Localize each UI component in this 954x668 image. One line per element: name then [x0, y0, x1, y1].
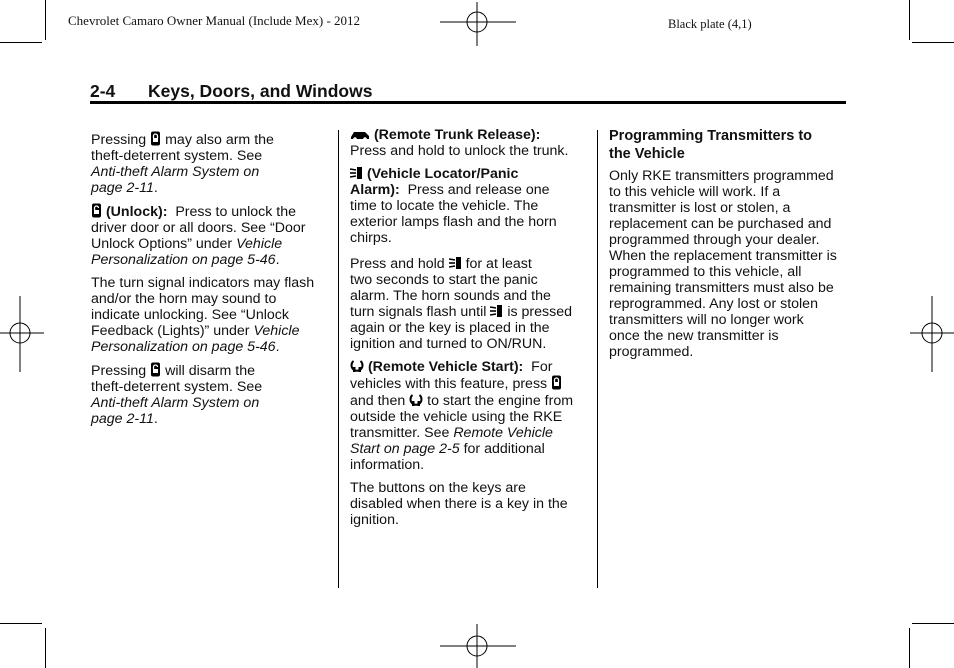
column-3 [609, 127, 849, 360]
running-header: Chevrolet Camaro Owner Manual (Include Mex) - 2012 [68, 13, 361, 28]
text: Press and release one [407, 182, 550, 198]
button-label: (Vehicle Locator/Panic [366, 166, 519, 182]
text-line: programmed to this vehicle, all [609, 264, 802, 280]
crop-mark [45, 628, 46, 668]
cross-reference[interactable]: page 2-11 [91, 411, 154, 427]
registration-mark-icon [0, 296, 44, 372]
lock-icon [551, 375, 562, 390]
text: . [153, 180, 158, 196]
text: may also arm the [165, 132, 274, 148]
text: The buttons on the keys are [350, 480, 526, 496]
paragraph [350, 480, 590, 528]
text: transmitter. See [350, 425, 450, 441]
text-line: reprogrammed. Any lost or stolen [609, 296, 818, 312]
heading-line: Programming Transmitters to [609, 128, 813, 144]
paragraph [91, 362, 331, 427]
text: Unlock Options” under [91, 236, 233, 252]
text: Press to unlock the [175, 204, 296, 220]
panic-icon [490, 304, 503, 318]
text: chirps. [350, 230, 392, 246]
panic-icon [350, 166, 363, 180]
text-line: transmitter is lost or stolen, a [609, 200, 791, 216]
section-title [90, 81, 372, 102]
text: time to locate the vehicle. The [350, 198, 539, 214]
text-line: to this vehicle will work. If a [609, 184, 781, 200]
text: Feedback (Lights)” under [91, 323, 250, 339]
text-line: transmitters will no longer work [609, 312, 804, 328]
unlock-icon [91, 203, 102, 218]
text: theft-deterrent system. See [91, 379, 263, 395]
text: theft-deterrent system. See [91, 148, 263, 164]
button-label: Alarm): [350, 182, 400, 198]
column-2 [350, 127, 590, 528]
text: is pressed [507, 304, 573, 320]
text: indicate unlocking. See “Unlock [91, 307, 289, 323]
section-number: 2-4 [90, 81, 116, 101]
remote-start-icon [409, 392, 423, 407]
column-1 [91, 131, 331, 427]
text: alarm. The horn sounds and the [350, 288, 551, 304]
text: Pressing [91, 363, 147, 379]
plate-label: Black plate (4,1) [668, 17, 752, 31]
text: will disarm the [165, 363, 255, 379]
heading-line: the Vehicle [609, 146, 685, 162]
text: driver door or all doors. See “Door [91, 220, 306, 236]
cross-reference[interactable]: Remote Vehicle [453, 425, 553, 441]
text: The turn signal indicators may flash [91, 275, 315, 291]
paragraph [350, 127, 590, 159]
text: . [275, 339, 280, 355]
registration-mark-icon [910, 296, 954, 372]
text-line: programmed. [609, 344, 694, 360]
text-line: programmed through your dealer. [609, 232, 820, 248]
button-label: (Remote Trunk Release): [373, 127, 541, 143]
text: Press and hold [350, 256, 445, 272]
cross-reference[interactable]: Start on page 2-5 [350, 441, 460, 457]
text-line: once the new transmitter is [609, 328, 779, 344]
paragraph [350, 166, 590, 246]
text-line: When the replacement transmitter is [609, 248, 837, 264]
text-line: replacement can be purchased and [609, 216, 832, 232]
text: and/or the horn may sound to [91, 291, 277, 307]
paragraph [350, 358, 590, 473]
text: for at least [465, 256, 532, 272]
text-line: remaining transmitters must also be [609, 280, 834, 296]
text: ignition. [350, 512, 399, 528]
text: turn signals flash until [350, 304, 487, 320]
text: outside the vehicle using the RKE [350, 409, 563, 425]
registration-mark-icon [440, 624, 516, 668]
unlock-icon [150, 362, 161, 377]
crop-mark [909, 0, 910, 40]
remote-start-icon [350, 358, 364, 373]
button-label: (Remote Vehicle Start): [367, 359, 524, 375]
cross-reference[interactable]: page 2-11 [91, 180, 154, 196]
paragraph [91, 203, 331, 268]
text: . [153, 411, 158, 427]
cross-reference[interactable]: Anti-theft Alarm System on [91, 395, 260, 411]
cross-reference[interactable]: Vehicle [236, 236, 283, 252]
text: ignition and turned to ON/RUN. [350, 336, 547, 352]
registration-mark-icon [440, 2, 516, 46]
title-rule [90, 101, 846, 104]
text: information. [350, 457, 425, 473]
crop-mark [909, 628, 910, 668]
text: again or the key is placed in the [350, 320, 550, 336]
trunk-icon [350, 129, 370, 141]
paragraph [609, 168, 849, 360]
button-label: (Unlock): [105, 204, 168, 220]
paragraph [91, 275, 331, 355]
paragraph [350, 256, 590, 352]
paragraph [91, 131, 331, 196]
text: exterior lamps flash and the horn [350, 214, 557, 230]
text: For [531, 359, 553, 375]
crop-mark [912, 42, 954, 43]
panic-icon [449, 256, 462, 270]
text: . [275, 252, 280, 268]
text: Pressing [91, 132, 147, 148]
column-divider [597, 130, 598, 588]
crop-mark [0, 42, 42, 43]
text: disabled when there is a key in the [350, 496, 568, 512]
text: and then [350, 393, 406, 409]
text: vehicles with this feature, press [350, 376, 548, 392]
lock-icon [150, 131, 161, 146]
crop-mark [45, 0, 46, 40]
crop-mark [0, 623, 42, 624]
section-name: Keys, Doors, and Windows [148, 81, 373, 101]
text-line: Only RKE transmitters programmed [609, 168, 834, 184]
crop-mark [912, 623, 954, 624]
text: to start the engine from [427, 393, 574, 409]
text: Press and hold to unlock the trunk. [350, 143, 569, 159]
subsection-heading [609, 127, 849, 163]
cross-reference[interactable]: Personalization on page 5-46 [91, 339, 276, 355]
text: for additional [463, 441, 545, 457]
cross-reference[interactable]: Personalization on page 5-46 [91, 252, 276, 268]
text: two seconds to start the panic [350, 272, 538, 288]
column-divider [338, 130, 339, 588]
cross-reference[interactable]: Anti-theft Alarm System on [91, 164, 260, 180]
cross-reference[interactable]: Vehicle [253, 323, 300, 339]
